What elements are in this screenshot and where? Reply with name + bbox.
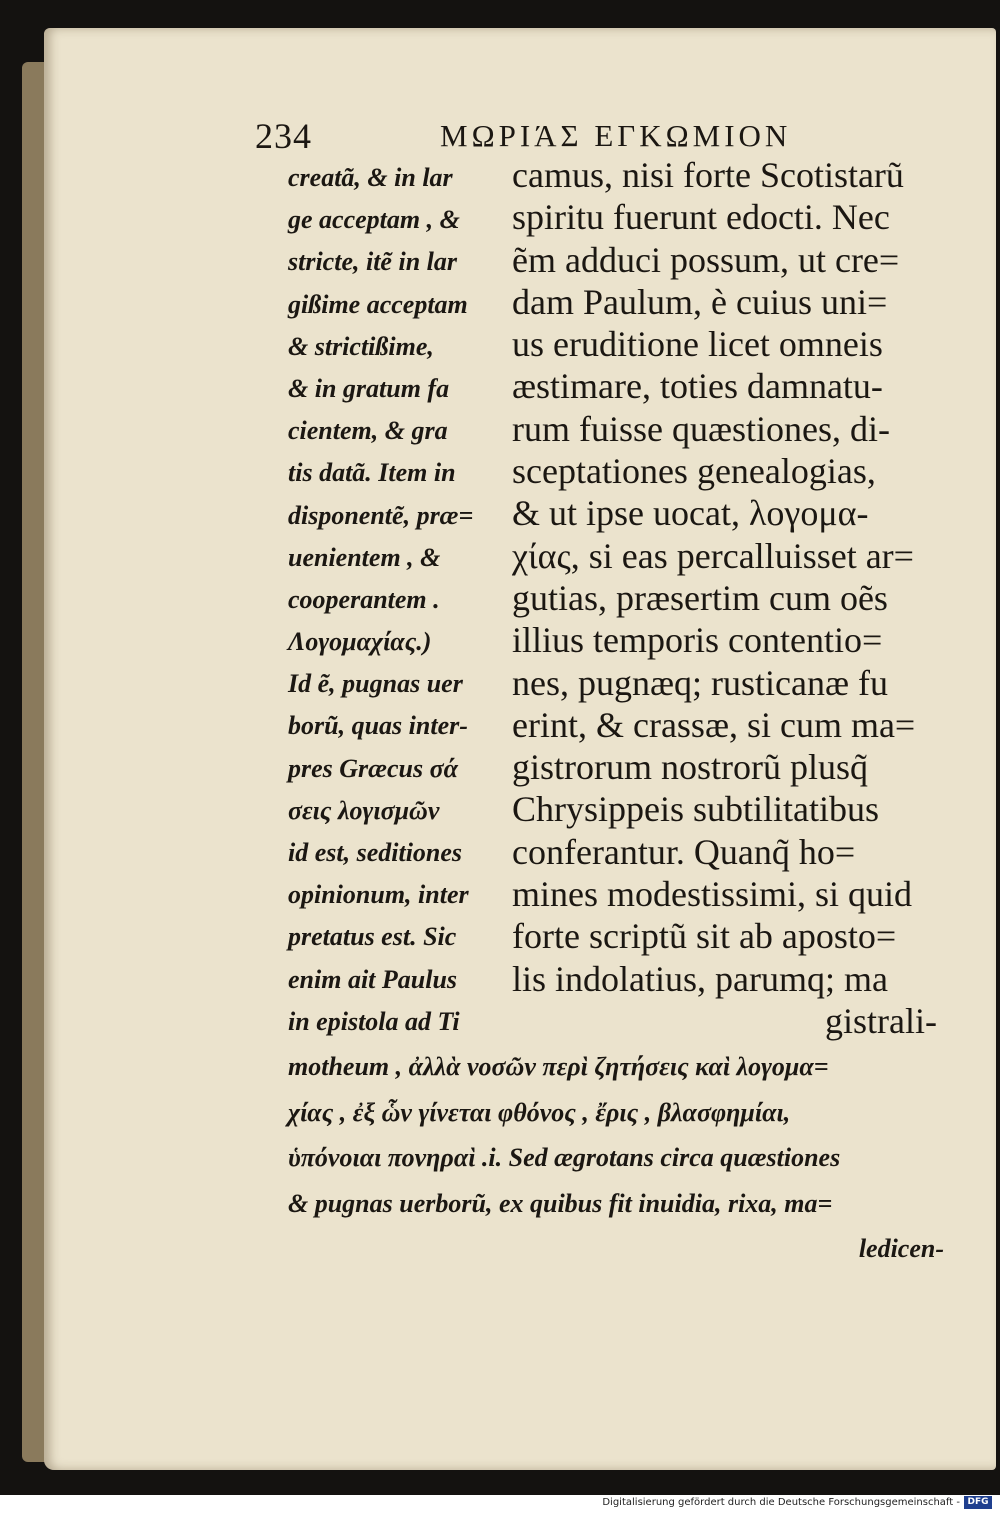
main-text-line: dam Paulum, è cuius uni= [512,281,888,322]
bottom-gloss-line: motheum , ἀλλὰ νοσῶν περὶ ζητήσεις καὶ λογομα= [288,1052,829,1081]
gloss-line: pres Græcus σά [288,753,458,783]
main-text-line: spiritu fuerunt edocti. Nec [512,197,890,238]
main-text-line: conferantur. Quanq̃ ho= [512,831,856,872]
main-text-line: erint, & crassæ, si cum ma= [512,704,916,745]
gloss-line: borũ, quas inter- [288,711,468,741]
main-text-line: lis indolatius, parumq; ma [512,958,888,999]
main-text-line: nes, pugnæq; rusticanæ fu [512,662,888,703]
main-text-line: camus, nisi forte Scotistarũ [512,155,904,195]
main-text-line: rum fuisse quæstiones, di- [512,408,890,449]
bottom-gloss [288,1044,944,1272]
gloss-line: pretatus est. Sic [288,922,457,952]
bottom-gloss-line: χίας , ἐξ ὧν γίνεται φθόνος , ἔρις , βλασφημίαι, [288,1097,791,1127]
bottom-gloss-line: ledicen- [858,1234,944,1263]
gloss-line: cooperantem . [288,584,440,614]
main-text-line: mines modestissimi, si quid [512,874,913,915]
page-number: 234 [255,116,312,156]
main-text-line: forte scriptũ sit ab aposto= [512,916,897,957]
gloss-line: cientem, & gra [288,416,448,446]
main-text-line: gistrorum nostrorũ plusq̃ [512,747,868,788]
gloss-line: id est, seditiones [288,838,463,867]
running-head: ΜΩΡΙΆΣ ΕΓΚΩΜΙΟΝ [440,118,792,153]
gloss-line: Λογομαχίας.) [288,627,432,657]
dfg-logo: DFG [964,1496,992,1509]
main-text-line: sceptationes genealogias, [512,451,876,492]
gloss-line: ge acceptam , & [288,205,460,235]
gloss-line: opinionum, inter [288,880,469,910]
main-text-line: illius temporis contentio= [512,620,883,661]
main-text-line: us eruditione licet omneis [512,324,883,365]
main-text-line: æstimare, toties damnatu- [512,366,883,407]
gloss-line: tis datã. Item in [288,458,456,488]
gloss-line: uenientem , & [288,542,441,572]
main-text-line: gutias, præsertim cum oẽs [512,577,888,618]
gloss-line: & strictißime, [288,331,434,361]
bottom-gloss-line: ὑπόνοιαι πονηραὶ .i. Sed ægrotans circa quæstiones [288,1143,841,1172]
main-text-column [512,154,942,1042]
gloss-line: enim ait Paulus [288,964,458,994]
gloss-line: σεις λογισμῶν [288,795,440,825]
main-text-line: χίας, si eas percalluisset ar= [512,535,914,576]
gloss-line: in epistola ad Ti [288,1006,460,1036]
gloss-line: creatã, & in lar [288,163,453,192]
funding-credit: Digitalisierung gefördert durch die Deutsche Forschungsgemeinschaft - [602,1497,960,1508]
main-text-line: Chrysippeis subtilitatibus [512,789,880,830]
main-text-line: & ut ipse uocat, λογομα- [512,493,869,534]
gloss-line: stricte, itẽ in lar [288,247,457,277]
main-text-line: gistrali- [825,1000,937,1041]
gloss-line: & in gratum fa [288,373,450,403]
main-text-line: ẽm adduci possum, ut cre= [512,239,900,280]
gloss-line: gißime acceptam [288,289,468,319]
gloss-line: disponentẽ, præ= [288,500,474,530]
gloss-line: Id ẽ, pugnas uer [288,669,463,699]
marginal-gloss [288,157,510,1043]
bottom-gloss-line: & pugnas uerborũ, ex quibus fit inuidia, rixa, ma= [288,1188,833,1218]
